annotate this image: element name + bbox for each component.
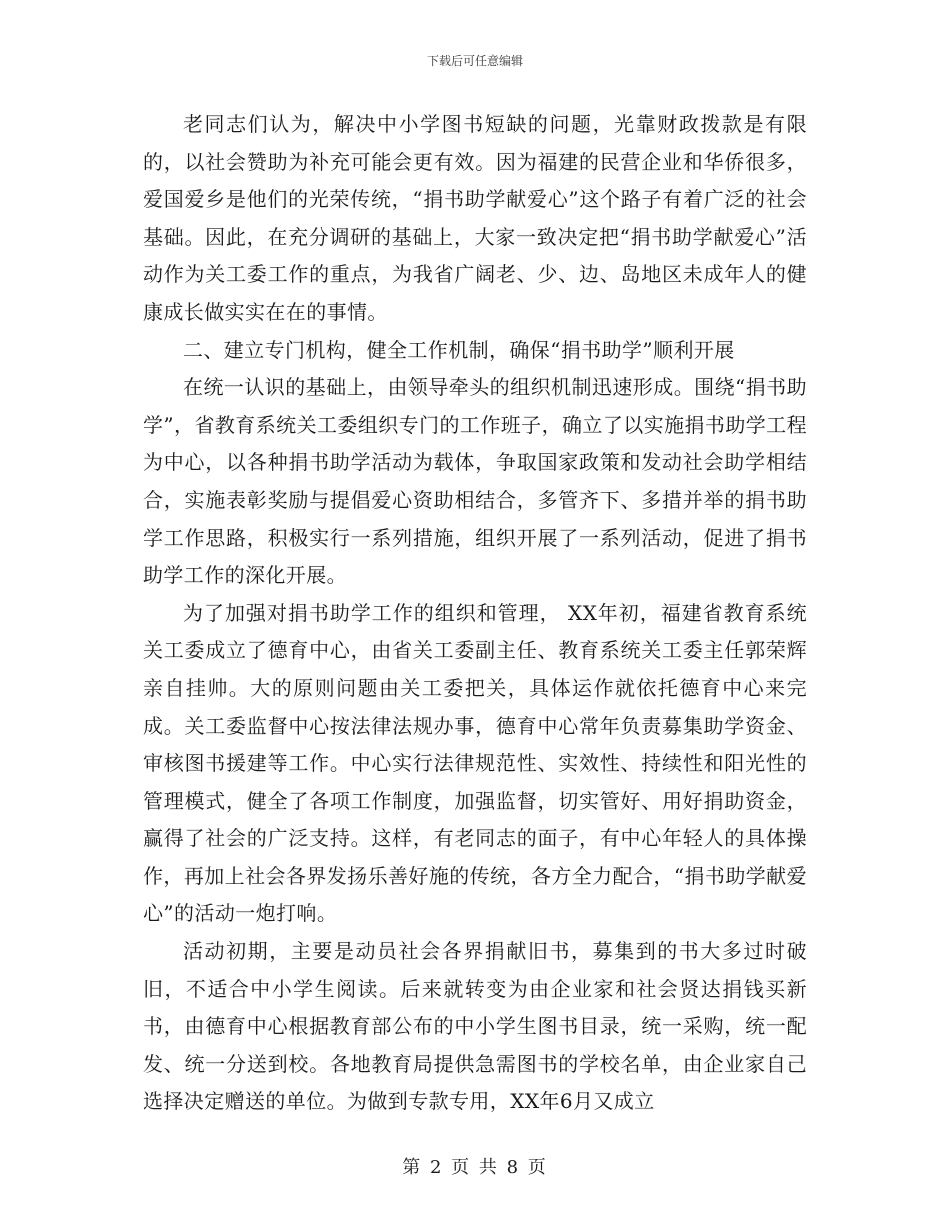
paragraph-1: 老同志们认为，解决中小学图书短缺的问题，光靠财政拨款是有限的，以社会赞助为补充可能会更有效。因为福建的民营企业和华侨很多，爱国爱乡是他们的光荣传统，“捐书助学献爱心”这个路子有着广泛的社会基础。因此，在充分调研的基础上，大家一致决定把“捐书助学献爱心”活动作为关工委工作的重点，为我省广阔老、少、边、岛地区未成年人的健康成长做实实在在的事情。 [143, 112, 807, 324]
header-note: 下载后可任意编辑 [426, 54, 523, 68]
paragraph-4: 为了加强对捐书助学工作的组织和管理， XX年初，福建省教育系统关工委成立了德育中心，由省关工委副主任、教育系统关工委主任郭荣辉亲自挂帅。大的原则问题由关工委把关，具体运作就依托德育中心来完成。关工委监督中心按法律法规办事，德育中心常年负责募集助学资金、审核图书援建等工作。中心实行法律规范性、实效性、持续性和阳光性的管理模式，健全了各项工作制度，加强监督，切实管好、用好捐助资金，赢得了社会的广泛支持。这样，有老同志的面子，有中心年轻人的具体操作，再加上社会各界发扬乐善好施的传统，各方全力配合，“捐书助学献爱心”的活动一炮打响。 [143, 600, 807, 926]
paragraph-3: 在统一认识的基础上，由领导牵头的组织机制迅速形成。围绕“捐书助学”，省教育系统关工委组织专门的工作班子，确立了以实施捐书助学工程为中心，以各种捐书助学活动为载体，争取国家政策和发动社会助学相结合，实施表彰奖励与提倡爱心资助相结合，多管齐下、多措并举的捐书助学工作思路，积极实行一系列措施，组织开展了一系列活动，促进了捐书助学工作的深化开展。 [143, 375, 807, 588]
paragraph-5: 活动初期，主要是动员社会各界捐献旧书，募集到的书大多过时破旧，不适合中小学生阅读。后来就转变为由企业家和社会贤达捐钱买新书，由德育中心根据教育部公布的中小学生图书目录，统一采购，统一配发、统一分送到校。各地教育局提供急需图书的学校名单，由企业家自己选择决定赠送的单位。为做到专款专用，XX年6月又成立 [143, 939, 807, 1114]
page-number-footer: 第 2 页 共 8 页 [402, 1157, 548, 1178]
document-body [143, 106, 807, 1121]
section-heading-2: 二、建立专门机构，健全工作机制，确保“捐书助学”顺利开展 [183, 337, 735, 362]
